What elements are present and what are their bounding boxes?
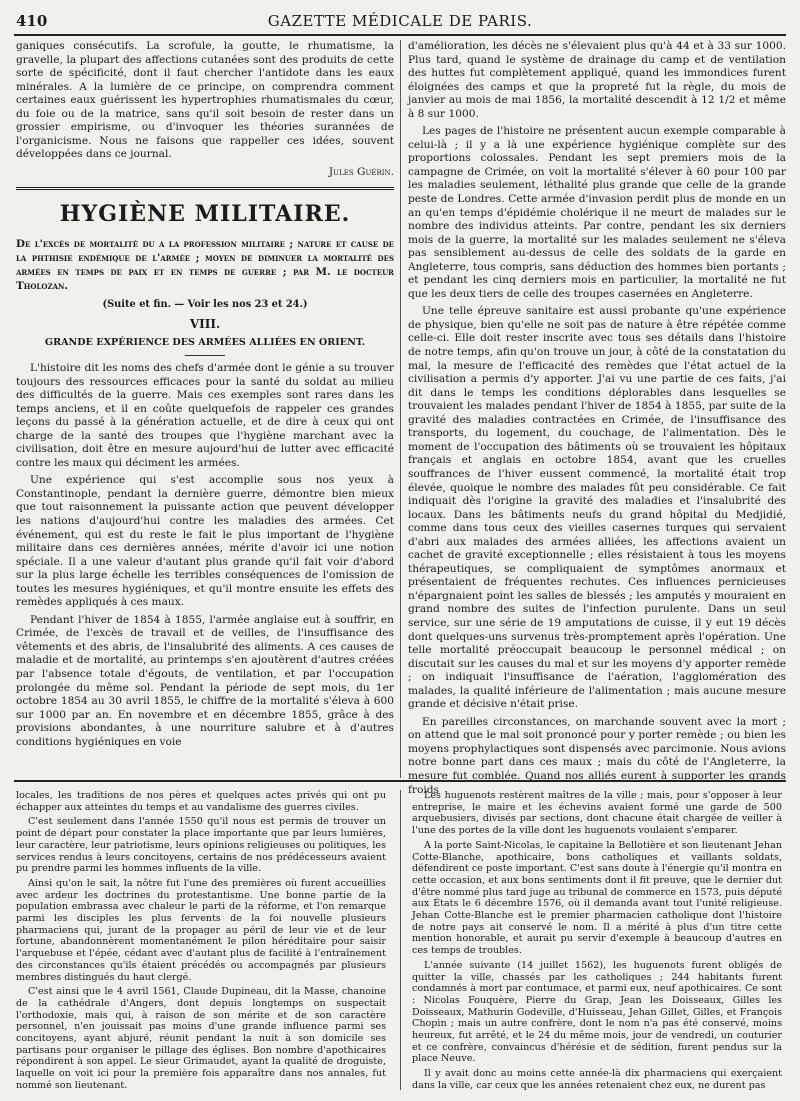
chapter-number: VIII. <box>189 317 221 332</box>
journal-title: GAZETTE MÉDICALE DE PARIS. <box>267 12 533 30</box>
feuilleton-left-column <box>16 790 386 1095</box>
page-number: 410 <box>16 12 48 30</box>
feuilleton-paragraph: locales, les traditions de nos pères et quelques actes privés qui ont pu échapper aux atteintes du temps et au vandalisme des guerres civiles. <box>16 790 386 813</box>
section-title: HYGIÈNE MILITAIRE. <box>59 201 351 228</box>
newspaper-page <box>14 8 786 1093</box>
feuilleton-separator <box>14 780 786 782</box>
page-header <box>14 8 786 36</box>
body-paragraph: Pendant l'hiver de 1854 à 1855, l'armée anglaise eut à souffrir, en Crimée, de l'excès de travail et de veilles, de l'insuffisance des vêtements et des abris, de l'insalubrité des aliments. A ces causes de maladie et de mortalité, au printemps s'en ajoutèrent d'autres créées par l'absence totale d'égouts, de ventilation, et par l'occupation prolongée du même sol. Pendant la période de sept mois, du 1er octobre 1854 au 30 avril 1855, le chiffre de la mortalité s'éleva à 600 sur 1000 par an. En novembre et en décembre 1855, grâce à des provisions abondantes, à une nourriture salubre et à d'autres conditions hygiéniques en voie <box>16 613 394 748</box>
feuilleton-paragraph: A la porte Saint-Nicolas, le capitaine la Bellotière et son lieutenant Jehan Cotte-Blanche, apothicaire, bons catholiques et vaillants soldats, défendirent ce poste important. C'est sans doute à l'énergie qu'il montra en cette occasion, et aux bons sentiments dont il fit preuve, que le dernier dut d'être nommé plus tard juge au tribunal de commerce en 1573, puis député aux États le 6 décembre 1576, où il demanda avant tout l'unité religieuse. Jehan Cotte-Blanche est le premier pharmacien catholique dont l'histoire de notre pays ait conservé le nom. Il a mérité à plus d'un titre cette mention honorable, et aurait pu servir d'exemple à beaucoup d'autres en ces temps de troubles. <box>412 839 782 957</box>
body-paragraph: Une telle épreuve sanitaire est aussi probante qu'une expérience de physique, bien qu'elle ne soit pas de nature à être répétée comme celle-ci. Elle doit rester inscrite avec tous ses détails dans l'histoire de notre temps, afin qu'on trouve un jour, à côté de la constatation du mal, la mesure de l'efficacité des remèdes que l'état actuel de la civilisation a permis d'y apporter. J'ai vu une partie de ces faits, j'ai dit dans le temps les conditions déplorables dans lesquelles se trouvaient les malades pendant l'hiver de 1854 à 1855, par suite de la gravité des maladies contractées en Crimée, de l'insuffisance des transports, du logement, du couchage, de l'alimentation. Dès le moment de l'occupation des bâtiments où se trouvaient les hôpitaux français et anglais en octobre 1854, avant que les cruelles souffrances de l'hiver eussent commencé, la mortalité était trop élevée, quoique le nombre des malades fût peu considérable. Ce fait indiquait dès l'origine la gravité des maladies et l'insalubrité des locaux. Dans les bâtiments neufs du grand hôpital du Medjidié, comme dans tous ceux des vieilles casernes turques qui servaient d'abri aux malades des armées alliées, les affections avaient un cachet de gravité exceptionnelle ; elles résistaient à tous les moyens thérapeutiques, se compliquaient de symptômes anormaux et présentaient de fréquentes rechutes. Ces influences pernicieuses n'épargnaient point les salles de blessés ; les amputés y mouraient en grand nombre des suites de l'infection purulente. Dans un seul service, sur une série de 19 amputations de cuisse, il y eut 19 décès dont quelques-uns survenus très-promptement après l'opération. Une telle mortalité préoccupait beaucoup le personnel médical ; on discutait sur les causes du mal et sur les moyens d'y apporter remède ; on indiquait l'insuffisance de l'aération, l'agglomération des malades, la qualité inférieure de l'alimentation ; mais aucune mesure grande et décisive n'était prise. <box>408 305 786 711</box>
feuilleton-paragraph: Les huguenots restèrent maîtres de la ville ; mais, pour s'opposer à leur entreprise, le maire et les échevins avaient formé une garde de 500 arquebusiers, divisés par sections, dont chacune était chargée de veiller à l'une des portes de la ville dont les huguenots voulaient s'emparer. <box>412 790 782 837</box>
feuilleton-paragraph: C'est ainsi que le 4 avril 1561, Claude Dupineau, dit la Masse, chanoine de la cathédrale d'Angers, dont depuis longtemps on suspectait l'orthodoxie, mais qui, à raison de son mérite et de son caractère personnel, n'en jouissait pas moins d'une grande influence parmi ses concitoyens, ayant abjuré, réunit pendant la nuit à son domicile ses partisans pour organiser le pillage des églises. Bon nombre d'apothicaires répondirent à son appel. Le sieur Grimaudet, ayant la qualité de droguiste, laquelle on voit ici pour la première fois apparaître dans nos annales, fut nommé son lieutenant. <box>16 986 386 1091</box>
left-column <box>16 40 394 753</box>
small-divider <box>185 355 225 356</box>
body-paragraph: En pareilles circonstances, on marchande souvent avec la mort ; on attend que le mal soit prononcé pour y porter remède ; ou bien les moyens prophylactiques sont dispensés avec parcimonie. Nous avions notre bonne part dans ces maux ; mais du côté de l'Angleterre, la mesure fut comblée. Quand nos alliés eurent à supporter les grands froids <box>408 715 786 796</box>
column-divider <box>400 40 401 778</box>
intro-paragraph: ganiques consécutifs. La scrofule, la goutte, le rhumatisme, la gravelle, la plupart des affections cutanées sont des produits de cette sorte de spécificité, dont il faut chercher l'antidote dans les eaux minérales. A la lumière de ce principe, on comprendra comment certaines eaux guérissent les hypertrophies rhumatismales du cœur, du foie ou de la matrice, sans qu'il soit besoin de rester dans un grossier empirisme, ou d'invoquer les théories surannées de l'organicisme. Nous ne faisons que rappeller ces idées, souvent développées dans ce journal. <box>16 40 394 161</box>
feuilleton-paragraph: Ainsi qu'on le sait, la nôtre fut l'une des premières où furent accueillies avec ardeur les doctrines du protestantisme. Une bonne partie de la population embrassa avec chaleur le parti de la réforme, et l'on remarque parmi les disciples les plus fervents de la foi nouvelle plusieurs pharmaciens qui, jurant de la propager au péril de leur vie et de leur fortune, abandonnèrent momentanément le pilon héréditaire pour saisir l'arquebuse et l'épée, cédant avec d'autant plus de facilité à l'entraînement des circonstances qu'ils étaient précédés ou accompagnés par plusieurs membres distingués du haut clergé. <box>16 877 386 983</box>
feuilleton-paragraph: L'année suivante (14 juillet 1562), les huguenots furent obligés de quitter la ville, chassés par les catholiques ; 244 habitants furent condamnés à mort par contumace, et parmi eux, neuf apothicaires. Ce sont : Nicolas Fouquère, Pierre du Grap, Jean les Doisseaux, Gilles les Doisseaux, Mathurin Godeville, d'Huisseau, Jehan Gillet, Gilles, et François Chopin ; mais un autre confrère, dont le nom n'a pas été conservé, moins heureux, fut arrêté, et le 24 du même mois, jour de vendredi, un couturier et ce confrère, convaincus d'hérésie et de sédition, furent pendus sur la place Neuve. <box>412 959 782 1065</box>
article-title: De l'excès de mortalité du a la profession militaire ; nature et cause de la phthisie endémique de l'armée ; moyen de diminuer la mortalité des armées en temps de paix et en temps de guerre ; par M. le docteur Tholozan. <box>16 237 394 292</box>
body-paragraph: d'amélioration, les décès ne s'élevaient plus qu'à 44 et à 33 sur 1000. Plus tard, quand le système de drainage du camp et de ventilation des huttes fut complètement appliqué, quand les immondices furent éloignées des camps et que la propreté fut la règle, du mois de janvier au mois de mai 1856, la mortalité descendit à 12 1/2 et même à 8 sur 1000. <box>408 40 786 120</box>
author-signature: Jules Guérin. <box>328 165 394 178</box>
body-paragraph: L'histoire dit les noms des chefs d'armée dont le génie a su trouver toujours des ressources efficaces pour la santé du soldat au milieu des difficultés de la guerre. Mais ces exemples sont rares dans les temps anciens, et il en coûte quelquefois de rappeler ces grandes leçons du passé à la génération actuelle, et de dire à ceux qui ont charge de la santé des troupes que l'hygiène marchant avec la civilisation, doit être en mesure aujourd'hui de lutter avec efficacité contre les maux qui déciment les armées. <box>16 361 394 469</box>
body-paragraph: Une expérience qui s'est accomplie sous nos yeux à Constantinople, pendant la dernière guerre, démontre bien mieux que tout raisonnement la puissante action que peuvent développer les nations d'aujourd'hui contre les maladies des armées. Cet événement, qui est du reste le fait le plus important de l'hygiène militaire dans ces dernières années, mérite d'avoir ici une notion spéciale. Il a une valeur d'autant plus grande qu'il fait voir d'abord sur la plus large échelle les terribles conséquences de l'omission de toutes les mesures hygiéniques, et qu'il montre ensuite les effets des remèdes appliqués à ces maux. <box>16 474 394 609</box>
feuilleton-section <box>14 790 786 1090</box>
section-divider <box>16 187 394 190</box>
column-divider <box>400 790 401 1090</box>
top-section <box>14 40 786 796</box>
feuilleton-paragraph: Il y avait donc au moins cette année-là dix pharmaciens qui exerçaient dans la ville, car ceux que les années retenaient chez eux, ne durent pas <box>412 1068 782 1091</box>
feuilleton-paragraph: C'est seulement dans l'année 1550 qu'il nous est permis de trouver un point de départ pour constater la place importante que par leurs lumières, leur caractère, leur patriotisme, leurs opinions religieuses ou politiques, les services rendus à leurs concitoyens, certains de nos prédécesseurs avaient pu prendre parmi les hommes influents de la ville. <box>16 816 387 875</box>
feuilleton-right-column <box>412 790 782 1095</box>
continuation-note: (Suite et fin. — Voir les nos 23 et 24.) <box>102 298 308 310</box>
chapter-subheading: GRANDE EXPÉRIENCE DES ARMÉES ALLIÉES EN ORIENT. <box>44 336 366 348</box>
body-paragraph: Les pages de l'histoire ne présentent aucun exemple comparable à celui-là ; il y a là une expérience hygiénique complète sur des proportions colossales. Pendant les sept premiers mois de la campagne de Crimée, on voit la mortalité s'élever à 60 pour 100 par les maladies seulement, léthalité plus grande que celle de la grande peste de Londres. Cette armée d'invasion perdit plus de monde en un an qu'en temps d'épidémie cholérique il ne meurt de malades sur le nombre des individus atteints. Par contre, pendant les six derniers mois de la guerre, la mortalité sur les malades seulement ne s'éleva pas sensiblement au-dessus de celle des soldats de la garde en Angleterre, tous compris, sans déduction des hommes bien portants ; et pendant les cinq derniers mois en particulier, la mortalité ne fut que les deux tiers de celle des troupes casernées en Angleterre. <box>408 125 786 300</box>
right-column <box>408 40 786 801</box>
